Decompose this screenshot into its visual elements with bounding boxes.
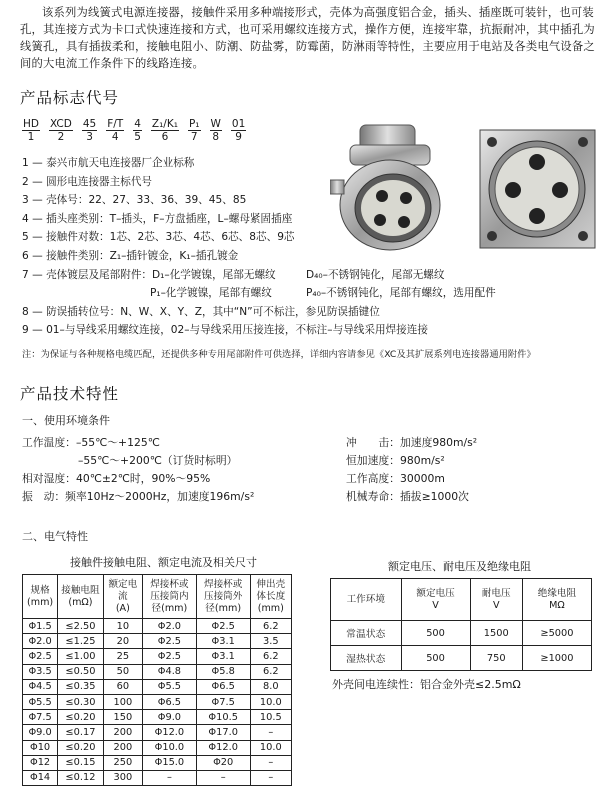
table-cell: Φ10.0 bbox=[143, 740, 197, 755]
table-cell: ≤0.17 bbox=[58, 725, 104, 740]
list-item: P₄₀–不锈钢钝化，尾部有螺纹，选用配件 bbox=[306, 287, 496, 300]
table-cell: ≥1000 bbox=[522, 646, 591, 671]
table-cell: Φ3.5 bbox=[23, 664, 58, 679]
table-row bbox=[23, 664, 292, 679]
table-cell: 60 bbox=[103, 679, 142, 694]
code-segment-number: 2 bbox=[57, 131, 65, 143]
table-cell: 10.5 bbox=[250, 710, 291, 725]
table-cell: ≤2.50 bbox=[58, 619, 104, 634]
table-cell: ≥5000 bbox=[522, 621, 591, 646]
env-conditions-right bbox=[346, 434, 477, 506]
code-segment-number: 5 bbox=[134, 131, 141, 143]
table-cell: 6.2 bbox=[250, 619, 291, 634]
table-row bbox=[23, 619, 292, 634]
table-cell: Φ3.1 bbox=[196, 634, 250, 649]
code-segment bbox=[82, 118, 97, 143]
code-segment-value: P₁ bbox=[188, 118, 200, 130]
table-cell: Φ4.8 bbox=[143, 664, 197, 679]
table-cell: Φ12.0 bbox=[196, 740, 250, 755]
table-cell: Φ2.5 bbox=[143, 634, 197, 649]
table-header-cell: 绝缘电阻 MΩ bbox=[522, 579, 591, 621]
table-header-cell: 工作环境 bbox=[331, 579, 402, 621]
table-cell: Φ2.0 bbox=[23, 634, 58, 649]
table-cell: ≤1.25 bbox=[58, 634, 104, 649]
table-cell: – bbox=[250, 755, 291, 770]
code-segment-number: 1 bbox=[27, 131, 35, 143]
table2-caption: 额定电压、耐电压及绝缘电阻 bbox=[388, 560, 531, 573]
table-header-cell: 规格 (mm) bbox=[23, 575, 58, 619]
table-header-cell: 接触电阻 (mΩ) bbox=[58, 575, 104, 619]
note-text: 注：为保证与各种规格电缆匹配，还提供多种专用尾部附件可供选择，详细内容请参见《XC及其扩展系列电连接器通用附件》 bbox=[22, 349, 536, 360]
table-row bbox=[23, 770, 292, 785]
table-cell: Φ9.0 bbox=[23, 725, 58, 740]
env-item: 冲 击：加速度980m/s² bbox=[346, 436, 478, 449]
code-segment bbox=[106, 118, 124, 143]
list-item: D₄₀–不锈钢钝化，尾部无螺纹 bbox=[306, 268, 445, 281]
list-item: 2 — 圆形电连接器主标代号 bbox=[22, 175, 153, 188]
table-header-cell: 伸出壳 体长度 (mm) bbox=[250, 575, 291, 619]
code-segment bbox=[210, 118, 222, 143]
table-cell: Φ6.5 bbox=[143, 694, 197, 709]
table-cell: ≤1.00 bbox=[58, 649, 104, 664]
table-cell: 20 bbox=[103, 634, 142, 649]
env-item: –55℃～+200℃（订货时标明） bbox=[78, 454, 238, 467]
table-cell: 200 bbox=[103, 725, 142, 740]
code-segment bbox=[151, 118, 179, 143]
table-cell: Φ5.8 bbox=[196, 664, 250, 679]
contact-specs-table bbox=[22, 574, 292, 786]
code-segment-number: 8 bbox=[212, 131, 220, 143]
intro-paragraph: 该系列为线簧式电源连接器，接触件采用多种端接形式，壳体为高强度铝合金，插头、插座既可装针，也可装孔，其连接方式为卡口式快速连接和方式，也可采用螺纹连接方式，操作方便，连接牢靠，抗振耐冲，其中插孔为线簧孔，具有插拔柔和，接触电阻小、防潮、防盐雾，防霉菌，防淋雨等特性，主要应用于电站及各类电气设备之间的大电流工作条件下的线路连接。 bbox=[20, 6, 595, 70]
table-cell: Φ10 bbox=[23, 740, 58, 755]
code-explanation-list bbox=[22, 154, 502, 340]
table-cell: 750 bbox=[470, 646, 522, 671]
code-segment-value: HD bbox=[23, 118, 39, 130]
table-cell: 常温状态 bbox=[331, 621, 402, 646]
code-segment-value: 45 bbox=[82, 118, 97, 130]
table-cell: Φ2.5 bbox=[196, 619, 250, 634]
table-cell: 3.5 bbox=[250, 634, 291, 649]
code-segment-value: F/T bbox=[107, 118, 124, 130]
table-cell: 湿热状态 bbox=[331, 646, 402, 671]
table-cell: 250 bbox=[103, 755, 142, 770]
table-cell: ≤0.50 bbox=[58, 664, 104, 679]
section-title-product-code: 产品标志代号 bbox=[20, 89, 120, 107]
env-conditions-left bbox=[22, 434, 254, 506]
table-cell: 10.0 bbox=[250, 694, 291, 709]
table-cell: 1500 bbox=[470, 621, 522, 646]
table-cell: 500 bbox=[401, 646, 470, 671]
table-row bbox=[23, 634, 292, 649]
list-item: 4 — 插头座类别：T–插头，F–方盘插座，L–螺母紧固插座 bbox=[22, 212, 293, 225]
table-cell: ≤0.30 bbox=[58, 694, 104, 709]
table-cell: 6.2 bbox=[250, 664, 291, 679]
code-segment-number: 3 bbox=[86, 131, 93, 143]
table-cell: 10 bbox=[103, 619, 142, 634]
table-cell: Φ6.5 bbox=[196, 679, 250, 694]
section-title-tech-specs: 产品技术特性 bbox=[20, 385, 120, 403]
table-cell: 6.2 bbox=[250, 649, 291, 664]
code-segment-value: 4 bbox=[134, 118, 141, 130]
env-item: 工作高度：30000m bbox=[346, 472, 445, 485]
table-cell: ≤0.20 bbox=[58, 710, 104, 725]
table-row bbox=[23, 710, 292, 725]
list-item: 5 — 接触件对数：1芯、2芯、3芯、4芯、6芯、8芯、9芯 bbox=[22, 231, 295, 244]
table-cell: 50 bbox=[103, 664, 142, 679]
table-cell: – bbox=[196, 770, 250, 785]
table-row bbox=[331, 646, 592, 671]
code-segment bbox=[188, 118, 201, 143]
table-cell: Φ12.0 bbox=[143, 725, 197, 740]
table-cell: Φ14 bbox=[23, 770, 58, 785]
table-cell: Φ4.5 bbox=[23, 679, 58, 694]
table-cell: 100 bbox=[103, 694, 142, 709]
table-cell: 150 bbox=[103, 710, 142, 725]
code-segment-number: 4 bbox=[111, 131, 119, 143]
code-segment bbox=[133, 118, 142, 143]
env-item: 相对湿度：40℃±2℃时，90%～95% bbox=[22, 472, 211, 485]
code-segment-value: Z₁/K₁ bbox=[151, 118, 178, 130]
table-cell: Φ9.0 bbox=[143, 710, 197, 725]
table-cell: Φ7.5 bbox=[23, 710, 58, 725]
code-segment bbox=[231, 118, 246, 143]
table-header-cell: 焊接杯或 压接筒内 径(mm) bbox=[143, 575, 197, 619]
table-row bbox=[23, 740, 292, 755]
table-cell: Φ7.5 bbox=[196, 694, 250, 709]
table-cell: – bbox=[250, 770, 291, 785]
code-segment-number: 7 bbox=[190, 131, 198, 143]
list-item: 7 — 壳体镀层及尾部附件：D₁–化学镀镍，尾部无螺纹 bbox=[22, 268, 276, 281]
table-header-cell: 焊接杯或 压接筒外 径(mm) bbox=[196, 575, 250, 619]
table-cell: Φ17.0 bbox=[196, 725, 250, 740]
code-segment-number: 6 bbox=[161, 131, 169, 143]
table-cell: Φ20 bbox=[196, 755, 250, 770]
list-item: 9 — 01–与导线采用螺纹连接，02–与导线采用压接连接，不标注–与导线采用焊接连接 bbox=[22, 324, 428, 337]
table-row bbox=[23, 679, 292, 694]
table-header-cell: 额定电压 V bbox=[401, 579, 470, 621]
table-cell: ≤0.12 bbox=[58, 770, 104, 785]
code-segment-value: XCD bbox=[49, 118, 72, 130]
table-cell: Φ1.5 bbox=[23, 619, 58, 634]
code-segment bbox=[22, 118, 40, 143]
subsection-environment: 一、使用环境条件 bbox=[22, 414, 110, 427]
code-segment-value: 01 bbox=[231, 118, 246, 130]
table-cell: Φ5.5 bbox=[23, 694, 58, 709]
voltage-insulation-table bbox=[330, 578, 592, 671]
list-item: 1 — 泰兴市航天电连接器厂企业标称 bbox=[22, 157, 195, 169]
table-cell: 8.0 bbox=[250, 679, 291, 694]
shell-conductivity-text: 外壳间电连续性：铝合金外壳≤2.5mΩ bbox=[332, 678, 521, 691]
subsection-electrical: 二、电气特性 bbox=[22, 530, 88, 543]
list-item: 6 — 接触件类别：Z₁–插针镀金，K₁–插孔镀金 bbox=[22, 249, 239, 262]
env-item: 机械寿命：插拔≥1000次 bbox=[346, 490, 469, 503]
table-cell: ≤0.15 bbox=[58, 755, 104, 770]
table-cell: 300 bbox=[103, 770, 142, 785]
env-item: 工作温度：–55℃～+125℃ bbox=[22, 436, 160, 449]
table-row bbox=[23, 694, 292, 709]
table-cell: 500 bbox=[401, 621, 470, 646]
code-segment-number: 9 bbox=[235, 131, 242, 143]
table-cell: ≤0.35 bbox=[58, 679, 104, 694]
table-cell: Φ2.5 bbox=[23, 649, 58, 664]
table-cell: Φ2.5 bbox=[143, 649, 197, 664]
table-cell: 25 bbox=[103, 649, 142, 664]
table-cell: 10.0 bbox=[250, 740, 291, 755]
env-item: 恒加速度：980m/s² bbox=[346, 454, 445, 467]
env-item: 振 动：频率10Hz～2000Hz，加速度196m/s² bbox=[22, 490, 255, 503]
list-item: P₁–化学镀镍，尾部有螺纹 bbox=[150, 287, 272, 300]
table-cell: Φ3.1 bbox=[196, 649, 250, 664]
table-cell: Φ2.0 bbox=[143, 619, 197, 634]
table1-caption: 接触件接触电阻、额定电流及相关尺寸 bbox=[70, 556, 257, 569]
table-cell: – bbox=[250, 725, 291, 740]
table-row bbox=[23, 725, 292, 740]
product-code-breakdown bbox=[22, 118, 255, 143]
table-row bbox=[23, 755, 292, 770]
table-cell: ≤0.20 bbox=[58, 740, 104, 755]
table-header-cell: 耐电压 V bbox=[470, 579, 522, 621]
table-cell: Φ10.5 bbox=[196, 710, 250, 725]
table-cell: Φ5.5 bbox=[143, 679, 197, 694]
list-item: 8 — 防误插转位号：N、W、X、Y、Z，其中“N”可不标注，参见防误插键位 bbox=[22, 305, 380, 318]
table-row bbox=[331, 621, 592, 646]
code-segment bbox=[49, 118, 73, 143]
table-cell: 200 bbox=[103, 740, 142, 755]
table-cell: – bbox=[143, 770, 197, 785]
table-cell: Φ15.0 bbox=[143, 755, 197, 770]
table-row bbox=[23, 649, 292, 664]
code-segment-value: W bbox=[210, 118, 221, 130]
table-header-cell: 额定电流 (A) bbox=[103, 575, 142, 619]
table-cell: Φ12 bbox=[23, 755, 58, 770]
list-item: 3 — 壳体号：22、27、33、36、39、45、85 bbox=[22, 194, 247, 207]
